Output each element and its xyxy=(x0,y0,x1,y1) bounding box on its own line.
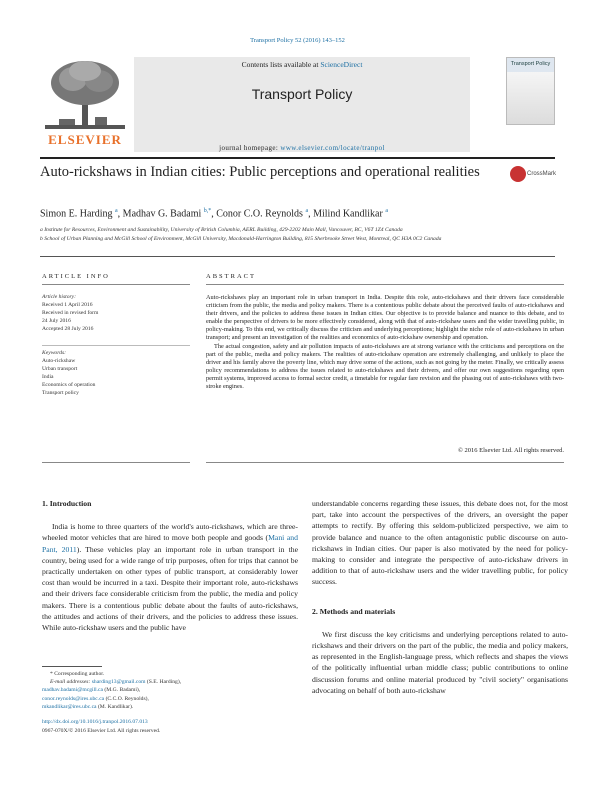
elsevier-logo xyxy=(40,57,130,152)
author-affil-marker[interactable]: a xyxy=(115,208,118,214)
abstract-rule xyxy=(206,284,564,285)
history-label: Article history: xyxy=(42,294,77,300)
article-info-heading: ARTICLE INFO xyxy=(42,273,110,280)
article-info-bottom-rule xyxy=(42,462,190,463)
corresponding-note: * Corresponding author. xyxy=(50,671,105,677)
cover-title: Transport Policy xyxy=(507,58,554,72)
keyword-item: Urban transport xyxy=(42,366,78,372)
article-history xyxy=(42,293,190,333)
sciencedirect-link[interactable]: ScienceDirect xyxy=(320,60,363,69)
footnotes xyxy=(42,670,298,711)
cover-image xyxy=(507,72,554,124)
body-column-right xyxy=(312,498,568,696)
abstract-paragraph: The actual congestion, safety and air pollution impacts of auto-rickshaws are at strong variance with the criticisms and perceptions on the part of the public, media and policy makers. The realities of auto-rickshaw operation are extremely challenging, and unlikely to place the driver and his family above the poverty line, which may drive some of the actions, such as not going by the meter. Finally, we critically assess policy recommendations to address the issues related to auto-rickshaws and their drivers, and offer our own suggestions regarding open permit systems, improved access to formal sector credit, a timetable for regular fare revision and the phasing out of auto-rickshaws with two-stroke engines. xyxy=(206,342,564,391)
author-list: Simon E. Harding $^a$, Madhav G. Badami $^{b,*}$, Conor C.O. Reynolds $^a$, Milind Kandlikar $^a$ xyxy=(40,208,388,220)
homepage-link[interactable]: www.elsevier.com/locate/tranpol xyxy=(280,144,385,152)
email-owner: (C.C.O. Reynolds), xyxy=(104,695,149,702)
paragraph-text: ). These vehicles play an important role in urban transport in the country, being used for a wide range of trip purposes, often for trips that cannot be practically undertaken on other types of public transport, at considerably lower cost than would be incurred in a taxi. Despite their important role, auto-rickshaws and their drivers face considerable criticism from the public, the media and policy makers. There is a contentious public debate about the faults of auto-rickshaws, the attitudes and actions of their drivers, and the policies to address these issues. While auto-rickshaw users and the public have xyxy=(42,544,298,633)
history-item: Received 1 April 2016 xyxy=(42,302,93,308)
email-link[interactable]: mkandlikar@ires.ubc.ca xyxy=(42,703,97,710)
email-link[interactable]: sharding13@gmail.com xyxy=(91,679,146,686)
article-title: Auto-rickshaws in Indian cities: Public perceptions and operational realities xyxy=(40,164,480,180)
contents-line xyxy=(134,60,470,69)
article-info-rule xyxy=(42,284,190,285)
abstract-body xyxy=(206,294,564,391)
footnote-rule xyxy=(42,666,102,667)
history-item: 24 July 2016 xyxy=(42,318,71,324)
citation-link[interactable]: Mani and Pant, 2011 xyxy=(42,533,298,554)
affiliation: b School of Urban Planning and McGill School of Environment, McGill University, Macdonald-Harrington Building, 815 Sherbrooke Street West, Montreal, QC H3A 0C2 Canada xyxy=(40,236,442,242)
crossmark-badge[interactable] xyxy=(510,166,555,186)
section-heading: 2. Methods and materials xyxy=(312,606,396,616)
body-column-left xyxy=(42,498,298,633)
email-link[interactable]: madhav.badami@mcgill.ca xyxy=(42,687,104,694)
author-name: Simon E. Harding xyxy=(40,208,113,220)
keywords-label: Keywords: xyxy=(42,350,67,356)
email-owner: (M.G. Badami), xyxy=(103,687,141,694)
history-item: Accepted 28 July 2016 xyxy=(42,326,94,332)
email-owner: (M. Kandlikar). xyxy=(96,703,134,710)
email-label: E-mail addresses: xyxy=(50,679,91,686)
journal-cover-thumbnail xyxy=(506,57,555,125)
body-paragraph: understandable concerns regarding these issues, this debate does not, for the most part, take into account the perspectives of the drivers, an oversight the paper attempts to rectify. By offering this seldom-publicized perspective, we aim to provide balance and nuance to the often antagonistic public discourse on auto-rickshaws in Indian cities. Our paper is also motivated by the need for policy-making to consider and integrate the perspective of auto-rickshaw drivers in addition to that of auto-rickshaw users and the wider travelling public, for policy success. xyxy=(312,499,568,587)
crossmark-icon xyxy=(510,166,526,182)
issn-line: 0967-070X/© 2016 Elsevier Ltd. All rights reserved. xyxy=(42,728,161,734)
author-name: Milind Kandlikar xyxy=(313,208,383,220)
elsevier-tree-icon xyxy=(45,57,125,129)
authors-divider xyxy=(40,256,555,257)
section-heading: 1. Introduction xyxy=(42,499,92,508)
header-divider xyxy=(40,157,555,159)
affiliation: a Institute for Resources, Environment and Sustainability, University of British Columbia, AERL Building, 429-2202 Main Mall, Vancouver, BC, V6T 1Z4 Canada xyxy=(40,227,403,233)
keyword-item: Auto-rickshaw xyxy=(42,358,76,364)
author-affil-marker[interactable]: a xyxy=(385,208,388,214)
paragraph-text: India is home to three quarters of the world's auto-rickshaws, which are three-wheeled motor vehicles that are hired to move both people and goods ( xyxy=(42,522,298,543)
keyword-item: Transport policy xyxy=(42,390,79,396)
author-affil-marker[interactable]: b,* xyxy=(203,208,212,214)
contents-prefix: Contents lists available at xyxy=(241,60,321,69)
homepage-line xyxy=(134,144,470,152)
keywords-divider xyxy=(42,345,190,346)
keyword-item: Economics of operation xyxy=(42,382,96,388)
copyright-notice: © 2016 Elsevier Ltd. All rights reserved. xyxy=(457,447,564,454)
doi-link[interactable]: http://dx.doi.org/10.1016/j.tranpol.2016.07.013 xyxy=(42,719,148,725)
author-affil-marker[interactable]: a xyxy=(305,208,309,214)
crossmark-label: CrossMark xyxy=(527,171,557,177)
author-name: Conor C.O. Reynolds xyxy=(216,208,303,220)
journal-reference[interactable]: Transport Policy 52 (2016) 143–152 xyxy=(250,37,345,44)
abstract-bottom-rule xyxy=(206,462,564,463)
keyword-item: India xyxy=(42,374,54,380)
body-paragraph xyxy=(42,521,298,633)
history-item: Received in revised form xyxy=(42,310,99,316)
author-name: Madhav G. Badami xyxy=(122,208,202,220)
body-paragraph: We first discuss the key criticisms and underlying perceptions related to auto-rickshaws and their drivers on the part of the public, the media and policy makers, as represented in the English-language press, which reflects and shapes the views of the politically influential urban middle class; public contributions to online discussion forums and online material produced by "civil society" organisations advocating on behalf of both auto-rickshaw xyxy=(312,629,568,695)
publisher-name: ELSEVIER xyxy=(48,132,122,147)
journal-banner xyxy=(134,57,470,152)
keywords-block xyxy=(42,349,190,397)
journal-title: Transport Policy xyxy=(251,86,353,102)
abstract-heading: ABSTRACT xyxy=(206,273,256,280)
abstract-paragraph: Auto-rickshaws play an important role in urban transport in India. Despite this role, auto-rickshaws and their drivers face considerable criticism from the public, the media and policy makers. There is a contentious public debate about the perceived faults of auto-rickshaws and their drivers, and the policies to address these issues in Indian cities. Our objective is to provide balance and nuance to this debate, and to enable the perspective of drivers to be more effectively considered, along with that of auto-rickshaw users and the wider travelling public, in policy-making. To this end, we critically discuss the criticism and underlying perceptions; highlight the niche role of auto-rickshaws in urban transport; and present an investigation of the realities and economics of auto-rickshaw ownership and operation. xyxy=(206,294,564,342)
email-link[interactable]: conor.reynolds@ires.ubc.ca xyxy=(42,695,105,702)
homepage-prefix: journal homepage: xyxy=(219,144,281,152)
email-owner: (S.E. Harding), xyxy=(145,679,182,686)
journal-header xyxy=(40,57,555,157)
